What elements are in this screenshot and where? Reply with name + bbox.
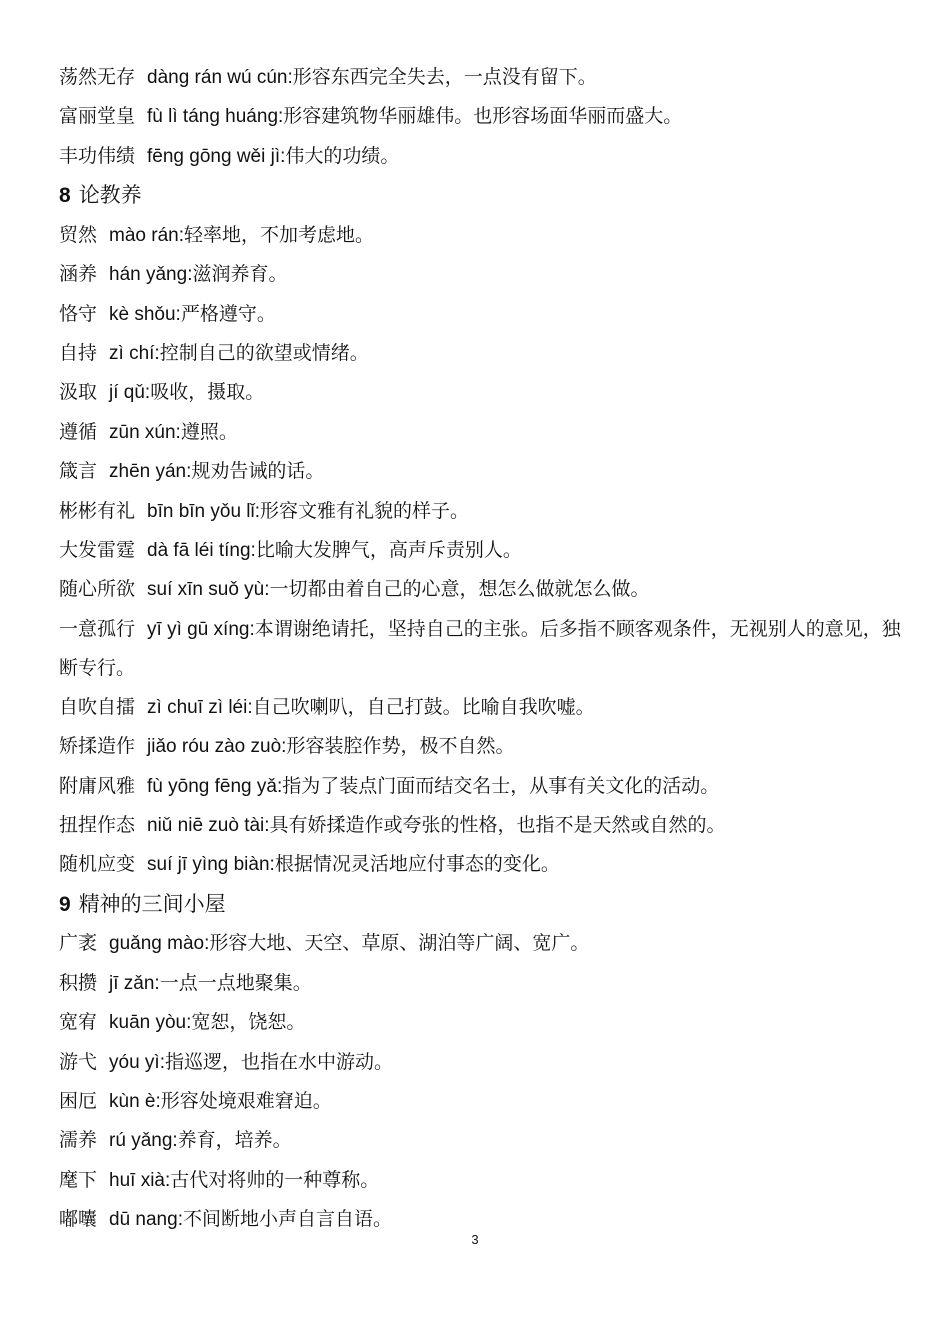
entry-definition: 滋润养育。 <box>192 263 288 286</box>
entry-pinyin: bīn bīn yǒu lǐ: <box>147 500 261 522</box>
vocabulary-entry <box>59 688 910 727</box>
entry-word: 随心所欲 <box>59 578 136 601</box>
vocabulary-entry <box>59 492 910 531</box>
vocabulary-entry <box>59 1043 910 1082</box>
entry-definition: 规劝告诫的话。 <box>191 460 325 483</box>
entry-pinyin: mào rán: <box>109 224 184 246</box>
entry-word: 麾下 <box>59 1168 98 1191</box>
entry-word: 恪守 <box>59 302 98 325</box>
entry-word: 箴言 <box>59 460 98 483</box>
section-number: 8 <box>59 184 71 208</box>
entry-definition: 轻率地，不加考虑地。 <box>184 223 375 246</box>
entry-definition: 吸收，摄取。 <box>150 381 265 404</box>
entry-pinyin: suí jī yìng biàn: <box>147 854 275 876</box>
entry-definition: 不间断地小声自言自语。 <box>182 1208 392 1231</box>
entry-word: 广袤 <box>59 932 98 955</box>
entry-word: 涵养 <box>59 263 98 286</box>
vocabulary-entry <box>59 1121 910 1160</box>
entry-pinyin: rú yǎng: <box>109 1130 178 1152</box>
entry-definition: 形容文雅有礼貌的样子。 <box>260 499 470 522</box>
entry-definition: 一切都由着自己的心意，想怎么做就怎么做。 <box>269 578 650 601</box>
entry-definition: 一点一点地聚集。 <box>159 971 312 994</box>
entry-pinyin: niǔ niē zuò tài: <box>147 814 270 836</box>
entry-word: 丰功伟绩 <box>59 144 136 167</box>
entry-word: 大发雷霆 <box>59 539 136 562</box>
vocabulary-list <box>59 58 910 1240</box>
entry-word: 附庸风雅 <box>59 774 136 797</box>
entry-pinyin: zhēn yán: <box>109 461 192 483</box>
page-number: 3 <box>471 1232 479 1247</box>
vocabulary-entry <box>59 413 910 452</box>
vocabulary-entry <box>59 97 910 136</box>
entry-pinyin: fù lì táng huáng: <box>147 106 284 128</box>
entry-definition: 根据情况灵活地应付事态的变化。 <box>274 853 560 876</box>
vocabulary-entry <box>59 58 910 97</box>
entry-definition: 指为了装点门面而结交名士，从事有关文化的活动。 <box>282 774 720 797</box>
vocabulary-entry <box>59 964 910 1003</box>
entry-pinyin: dà fā léi tíng: <box>147 540 256 562</box>
vocabulary-entry <box>59 924 910 963</box>
vocabulary-entry <box>59 610 910 688</box>
entry-word: 困厄 <box>59 1089 98 1112</box>
section-heading <box>59 176 910 216</box>
entry-pinyin: jī zǎn: <box>109 972 160 994</box>
entry-pinyin: zì chuī zì léi: <box>147 696 253 718</box>
entry-word: 自持 <box>59 342 98 365</box>
entry-word: 随机应变 <box>59 853 136 876</box>
entry-word: 矫揉造作 <box>59 735 136 758</box>
section-heading <box>59 885 910 925</box>
entry-pinyin: kuān yòu: <box>109 1012 192 1034</box>
entry-word: 荡然无存 <box>59 66 136 88</box>
entry-pinyin: yī yì gū xíng: <box>147 618 255 640</box>
entry-pinyin: dū nang: <box>109 1209 183 1231</box>
entry-pinyin: huī xià: <box>109 1169 171 1191</box>
entry-word: 遵循 <box>59 420 98 443</box>
entry-definition: 严格遵守。 <box>180 302 276 325</box>
entry-pinyin: zūn xún: <box>109 421 181 443</box>
entry-pinyin: kè shǒu: <box>109 303 181 325</box>
vocabulary-entry <box>59 1003 910 1042</box>
entry-definition: 自己吹喇叭，自己打鼓。比喻自我吹嘘。 <box>252 695 595 718</box>
entry-definition: 形容建筑物华丽雄伟。也形容场面华丽而盛大。 <box>283 105 683 128</box>
vocabulary-entry <box>59 806 910 845</box>
entry-pinyin: guǎng mào: <box>109 933 210 955</box>
vocabulary-entry <box>59 295 910 334</box>
entry-pinyin: kùn è: <box>109 1090 161 1112</box>
entry-definition: 宽恕，饶恕。 <box>191 1011 306 1034</box>
entry-definition: 控制自己的欲望或情绪。 <box>159 342 369 365</box>
entry-definition: 指巡逻，也指在水中游动。 <box>165 1050 394 1073</box>
entry-definition: 古代对将帅的一种尊称。 <box>170 1168 380 1191</box>
entry-definition: 伟大的功绩。 <box>285 144 400 167</box>
entry-word: 嘟囔 <box>59 1208 98 1231</box>
entry-definition: 形容大地、天空、草原、湖泊等广阔、宽广。 <box>209 932 590 955</box>
entry-word: 贸然 <box>59 223 98 246</box>
entry-word: 游弋 <box>59 1050 98 1073</box>
entry-definition: 形容东西完全失去，一点没有留下。 <box>292 66 597 88</box>
entry-pinyin: zì chí: <box>109 343 160 365</box>
entry-word: 濡养 <box>59 1129 98 1152</box>
section-title: 精神的三间小屋 <box>78 891 226 916</box>
vocabulary-entry <box>59 570 910 609</box>
entry-definition: 形容装腔作势，极不自然。 <box>286 735 515 758</box>
vocabulary-entry <box>59 531 910 570</box>
vocabulary-entry <box>59 255 910 294</box>
entry-word: 扭捏作态 <box>59 813 136 836</box>
section-title: 论教养 <box>78 183 142 208</box>
entry-word: 富丽堂皇 <box>59 105 136 128</box>
vocabulary-entry <box>59 137 910 176</box>
entry-word: 宽宥 <box>59 1011 98 1034</box>
entry-definition: 比喻大发脾气，高声斥责别人。 <box>255 539 522 562</box>
entry-pinyin: hán yǎng: <box>109 264 193 286</box>
entry-pinyin: fù yōng fēng yǎ: <box>147 775 283 797</box>
entry-definition: 具有娇揉造作或夸张的性格，也指不是天然或自然的。 <box>269 813 726 836</box>
vocabulary-entry <box>59 1082 910 1121</box>
entry-definition: 本谓谢绝请托，坚持自己的主张。后多指不顾客观条件，无视别人的意见，独断专行。 <box>59 617 901 680</box>
entry-pinyin: suí xīn suǒ yù: <box>147 579 270 601</box>
entry-word: 自吹自擂 <box>59 695 136 718</box>
vocabulary-entry <box>59 845 910 884</box>
entry-word: 彬彬有礼 <box>59 499 136 522</box>
vocabulary-entry <box>59 767 910 806</box>
vocabulary-entry <box>59 727 910 766</box>
vocabulary-entry <box>59 1161 910 1200</box>
entry-word: 积攒 <box>59 971 98 994</box>
vocabulary-entry <box>59 334 910 373</box>
entry-word: 一意孤行 <box>59 617 136 640</box>
entry-pinyin: yóu yì: <box>109 1051 165 1073</box>
entry-pinyin: dàng rán wú cún: <box>147 67 293 88</box>
vocabulary-entry <box>59 216 910 255</box>
entry-pinyin: jiǎo róu zào zuò: <box>147 736 287 758</box>
vocabulary-entry <box>59 452 910 491</box>
entry-word: 汲取 <box>59 381 98 404</box>
section-number: 9 <box>59 892 71 916</box>
entry-definition: 养育，培养。 <box>177 1129 292 1152</box>
entry-definition: 形容处境艰难窘迫。 <box>160 1089 332 1112</box>
entry-pinyin: fēng gōng wěi jì: <box>147 145 286 167</box>
vocabulary-entry <box>59 373 910 412</box>
entry-pinyin: jí qǔ: <box>109 382 151 404</box>
entry-definition: 遵照。 <box>180 420 238 443</box>
